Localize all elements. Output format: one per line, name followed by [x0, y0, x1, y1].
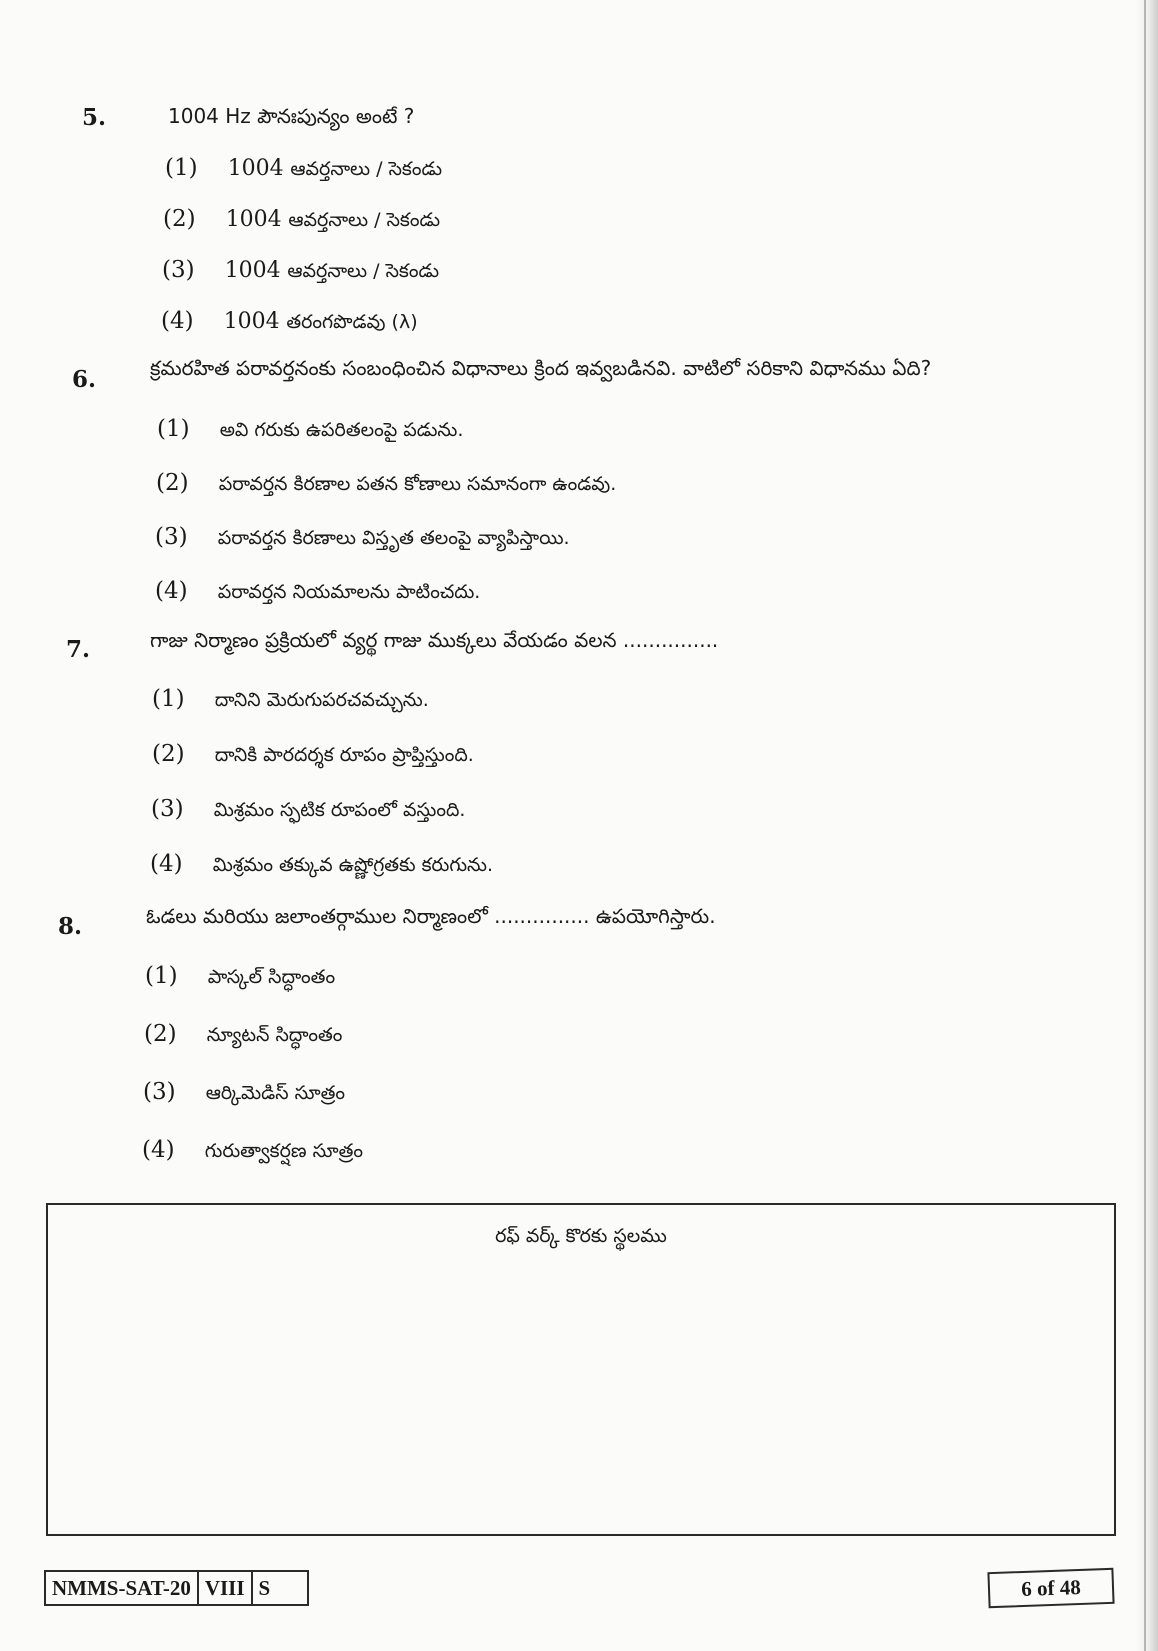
option-text: దానికి పారదర్శక రూపం ప్రాప్తిస్తుంది. [214, 744, 474, 766]
option-4 [150, 851, 493, 881]
option-2 [144, 1021, 342, 1051]
option-text: న్యూటన్ సిద్ధాంతం [206, 1024, 343, 1046]
option-1 [157, 416, 463, 446]
option-1 [165, 155, 442, 185]
option-number: (3) [162, 257, 195, 283]
option-number: (2) [144, 1021, 177, 1047]
option-3 [143, 1079, 345, 1109]
option-value: 1004 [225, 207, 282, 232]
option-text: ఆవర్తనాలు / సెకండు [290, 158, 443, 180]
question-text: క్రమరహిత పరావర్తనంకు సంబంధించిన విధానాలు క్రింద ఇవ్వబడినవి. వాటిలో సరికాని విధానము ఏది? [150, 356, 932, 380]
option-number: (1) [165, 155, 198, 181]
page-number: 6 of 48 [987, 1568, 1114, 1608]
option-number: (2) [156, 470, 189, 496]
page-edge-line [1144, 0, 1146, 1651]
option-number: (2) [163, 206, 196, 232]
option-2 [156, 470, 616, 500]
option-number: (1) [152, 686, 185, 712]
option-value: 1004 [224, 258, 281, 283]
option-number: (3) [155, 524, 188, 550]
question-text: ఓడలు మరియు జలాంతర్గాముల నిర్మాణంలో ............... ఉపయోగిస్తారు. [146, 904, 716, 928]
option-number: (3) [151, 796, 184, 822]
option-number: (1) [145, 963, 178, 989]
option-number: (3) [143, 1079, 176, 1105]
option-number: (4) [142, 1137, 175, 1163]
option-3 [162, 257, 439, 287]
question-number: 7. [66, 636, 91, 663]
series-code: S [251, 1570, 309, 1606]
option-3 [155, 524, 570, 554]
option-2 [163, 206, 440, 236]
option-number: (4) [161, 308, 194, 334]
paper-code: NMMS-SAT-20 [44, 1570, 199, 1606]
page-edge-shadow [1136, 0, 1158, 1651]
class-code: VIII [197, 1570, 253, 1606]
option-text: ఆవర్తనాలు / సెకండు [288, 209, 441, 231]
option-3 [151, 796, 465, 826]
option-value: 1004 [223, 309, 280, 334]
option-text: మిశ్రమం తక్కువ ఉష్ణోగ్రతకు కరుగును. [212, 854, 493, 876]
question-number: 8. [58, 913, 83, 940]
option-text: పరావర్తన కిరణాల పతన కోణాలు సమానంగా ఉండవు. [218, 473, 617, 495]
option-text: ఆవర్తనాలు / సెకండు [287, 260, 440, 282]
footer-codes [44, 1570, 307, 1606]
option-1 [145, 963, 335, 993]
option-1 [152, 686, 429, 716]
option-2 [152, 741, 474, 771]
question-text: గాజు నిర్మాణం ప్రక్రియలో వ్యర్థ గాజు ముక్కలు వేయడం వలన ............... [150, 628, 719, 652]
option-value: 1004 [227, 156, 284, 181]
option-text: తరంగపొడవు (λ) [286, 311, 418, 333]
option-text: అవి గరుకు ఉపరితలంపై పడును. [219, 419, 464, 441]
option-number: (4) [155, 578, 188, 604]
question-number: 5. [82, 104, 107, 131]
option-number: (2) [152, 741, 185, 767]
option-text: ఆర్కిమెడిస్ సూత్రం [205, 1082, 346, 1104]
option-text: గురుత్వాకర్షణ సూత్రం [204, 1140, 364, 1162]
question-number: 6. [72, 366, 97, 393]
option-text: పాస్కల్ సిద్ధాంతం [207, 966, 336, 988]
question-text: 1004 Hz పౌనఃపున్యం అంటే ? [168, 104, 415, 128]
rough-work-box [46, 1203, 1116, 1536]
option-number: (4) [150, 851, 183, 877]
option-text: దానిని మెరుగుపరచవచ్చును. [214, 689, 429, 711]
option-text: మిశ్రమం స్ఫటిక రూపంలో వస్తుంది. [213, 799, 466, 821]
option-number: (1) [157, 416, 190, 442]
option-4 [155, 578, 480, 608]
option-4 [142, 1137, 363, 1167]
option-text: పరావర్తన నియమాలను పాటించదు. [217, 581, 481, 603]
option-text: పరావర్తన కిరణాలు విస్తృత తలంపై వ్యాపిస్తాయి. [217, 527, 570, 549]
rough-work-title: రఫ్ వర్క్ కొరకు స్థలము [495, 1225, 667, 1247]
option-4 [161, 308, 418, 338]
